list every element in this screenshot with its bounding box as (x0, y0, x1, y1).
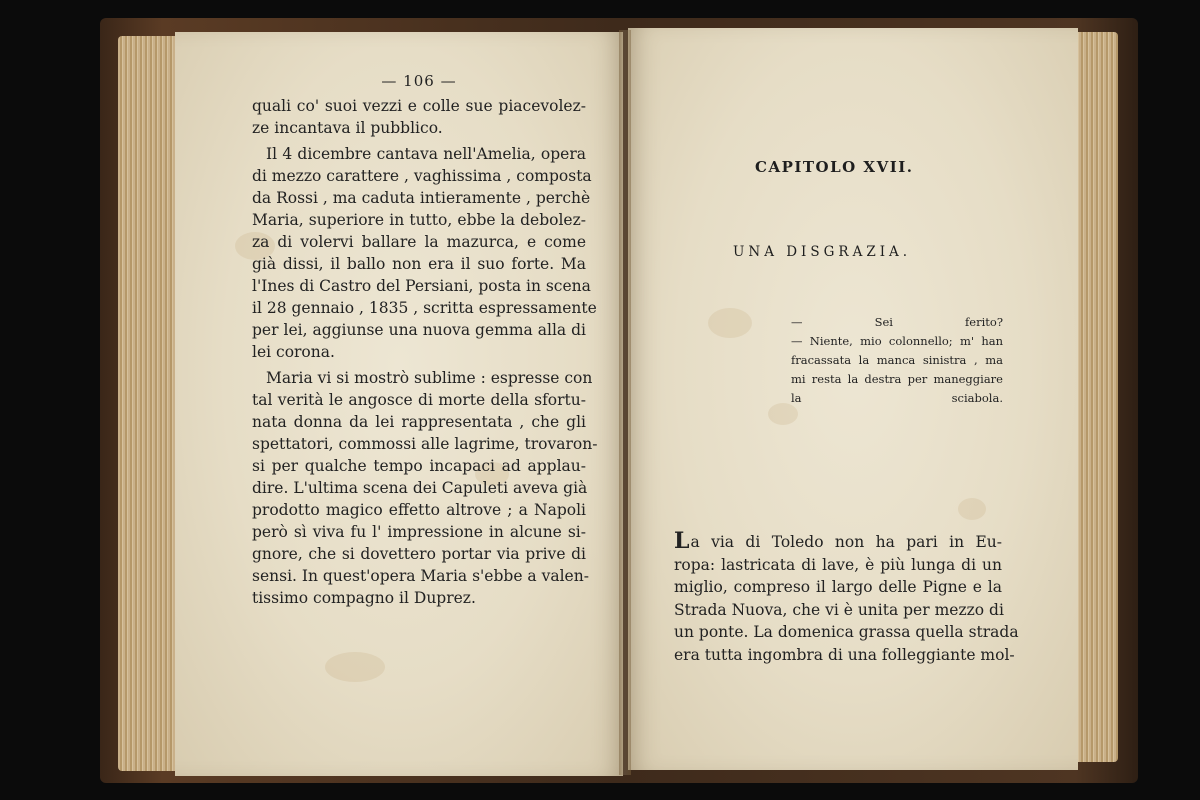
body-line: miglio, compreso il largo delle Pigne e la (674, 578, 1002, 596)
text-line: Il 4 dicembre cantava nell'Amelia, opera (266, 145, 586, 163)
left-page-edges (118, 36, 178, 771)
text-line: spettatori, commossi alle lagrime, trovaron- (252, 435, 598, 453)
text-line: Maria vi si mostrò sublime : espresse con (266, 369, 593, 387)
text-line: dire. L'ultima scena dei Capuleti aveva già (252, 479, 588, 497)
chapter-subtitle: UNA DISGRAZIA. (733, 244, 912, 260)
text-line: tissimo compagno il Duprez. (252, 589, 476, 607)
left-page-paragraphs (252, 95, 598, 613)
text-line: tal verità le angosce di morte della sfortu- (252, 391, 586, 409)
text-line: quali co' suoi vezzi e colle sue piacevolez- (252, 97, 586, 115)
text-line: gnore, che si dovettero portar via prive di (252, 545, 586, 563)
text-line: di mezzo carattere , vaghissima , composta (252, 167, 592, 185)
epigraph-line: — Sei ferito? (791, 315, 1003, 329)
text-line: lei corona. (252, 343, 335, 361)
text-line: sensi. In quest'opera Maria s'ebbe a valen- (252, 567, 589, 585)
body-line: a via di Toledo non ha pari in Eu- (690, 533, 1002, 551)
body-line: era tutta ingombra di una folleggiante mol- (674, 645, 1015, 664)
book-gutter (619, 30, 631, 775)
body-line-first (674, 530, 1002, 554)
page-number: — 106 — (381, 72, 457, 90)
text-line: Maria, superiore in tutto, ebbe la debolez- (252, 211, 586, 229)
drop-cap: L (674, 528, 690, 554)
text-line: per lei, aggiunse una nuova gemma alla di (252, 321, 586, 339)
text-line: si per qualche tempo incapaci ad applau- (252, 457, 586, 475)
text-line: il 28 gennaio , 1835 , scritta espressamente (252, 299, 597, 317)
body-line: ropa: lastricata di lave, è più lunga di un (674, 555, 1002, 574)
text-line: l'Ines di Castro del Persiani, posta in scena (252, 277, 591, 295)
chapter-title: CAPITOLO XVII. (755, 158, 914, 176)
epigraph-line: — Niente, mio colonnello; m' han (791, 334, 1003, 348)
text-line: però sì viva fu l' impressione in alcune si- (252, 523, 586, 541)
left-page-text (252, 70, 598, 613)
right-page-edges (1074, 32, 1118, 762)
epigraph-line: mi resta la destra per maneggiare (791, 372, 1003, 386)
text-line: za di volervi ballare la mazurca, e come (252, 233, 586, 251)
text-line: prodotto magico effetto altrove ; a Napoli (252, 501, 586, 519)
body-line: Strada Nuova, che vi è unita per mezzo di (674, 600, 1004, 619)
body-line: un ponte. La domenica grassa quella strada (674, 623, 1019, 641)
epigraph-line: fracassata la manca sinistra , ma (791, 353, 1003, 367)
right-page-body (674, 528, 1019, 666)
epigraph (791, 313, 1003, 408)
text-line: da Rossi , ma caduta intieramente , perchè (252, 189, 591, 207)
text-line: nata donna da lei rappresentata , che gli (252, 413, 586, 431)
epigraph-line: la sciabola. (791, 391, 1003, 405)
text-line: ze incantava il pubblico. (252, 119, 443, 137)
text-line: già dissi, il ballo non era il suo forte. Ma (252, 255, 586, 273)
